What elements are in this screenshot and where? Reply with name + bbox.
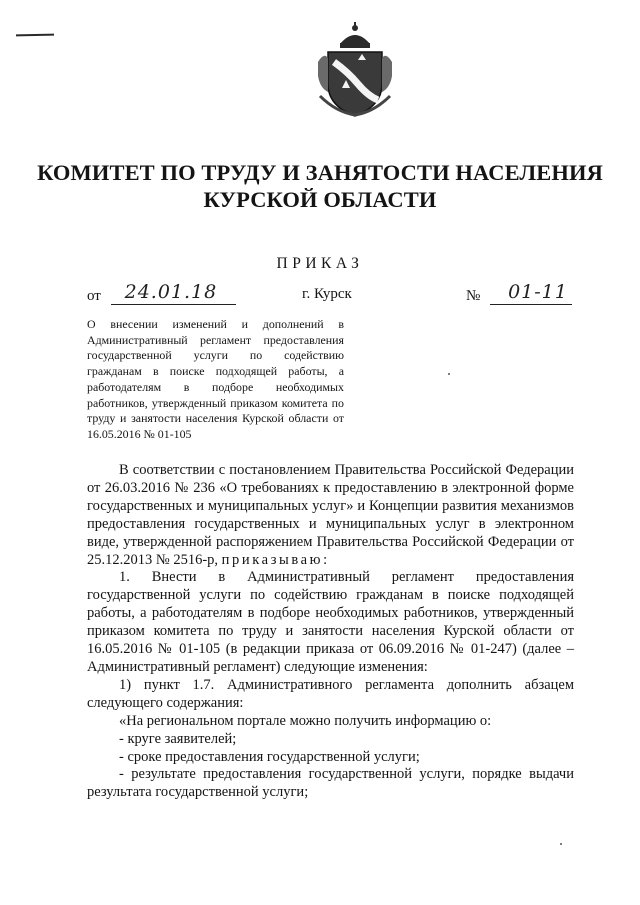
preamble-paragraph [87,462,574,569]
item-1-paragraph: 1. Внести в Административный регламент предоставления государственной услуги по содействию гражданам в поиске подходящей работы, а работодателям в подборе необходимых работников, утвержденный приказом комитета по труду и занятости населения Курской области от 16.05.2016 № 01-105 (в редакции приказа от 06.09.2016 № 01-247) (далее – Административный регламент) следующие изменения: [87,569,574,675]
order-subject: О внесении изменений и дополнений в Административный регламент предоставления государственной услуги по содействию гражданам в поиске подходящей работы, а работодателям в подборе необходимых работников, утвержденный приказом комитета по труду и занятости населения Курской области от 16.05.2016 № 01-105 [87,317,344,441]
handwritten-date: 24.01.18 [124,281,218,303]
item-1-1-paragraph: 1) пункт 1.7. Административного регламента дополнить абзацем следующего содержания: [87,676,574,711]
preamble-text: В соответствии с постановлением Правительства Российской Федерации от 26.03.2016 № 236 «О требованиях к предоставлению в электронной форме государственных и муниципальных услуг» и Концепции развития механизмов предоставления государственных и муниципальных услуг в электронном виде, утвержденной распоряжением Правительства Российской Федерации от 25.12.2013 № 2516-р, [87,462,574,568]
scan-speck [560,843,562,845]
number-line [490,281,572,305]
date-prefix: от [87,288,101,304]
bullet-item: - результате предоставления государственной услуги, порядке выдачи результата государственной услуги; [87,766,574,801]
order-body [87,462,574,802]
bullet-item: - круге заявителей; [119,730,237,747]
scan-speck [448,373,450,375]
number-prefix: № [466,288,481,304]
quote-intro: «На региональном портале можно получить информацию о: [119,712,492,729]
handwritten-number: 01-11 [508,281,568,303]
date-field [87,281,236,305]
city-label: г. Курск [302,286,352,302]
date-line [111,281,236,305]
org-name-line-2: КУРСКОЙ ОБЛАСТИ [203,187,437,212]
org-name-line-1: КОМИТЕТ ПО ТРУДУ И ЗАНЯТОСТИ НАСЕЛЕНИЯ [37,160,603,185]
number-field [466,281,572,305]
order-word: приказываю: [221,551,330,568]
bullet-item: - сроке предоставления государственной услуги; [119,748,420,765]
scan-mark [16,34,54,37]
coat-of-arms-emblem [316,22,394,118]
doc-type-heading: ПРИКАЗ [276,255,364,272]
